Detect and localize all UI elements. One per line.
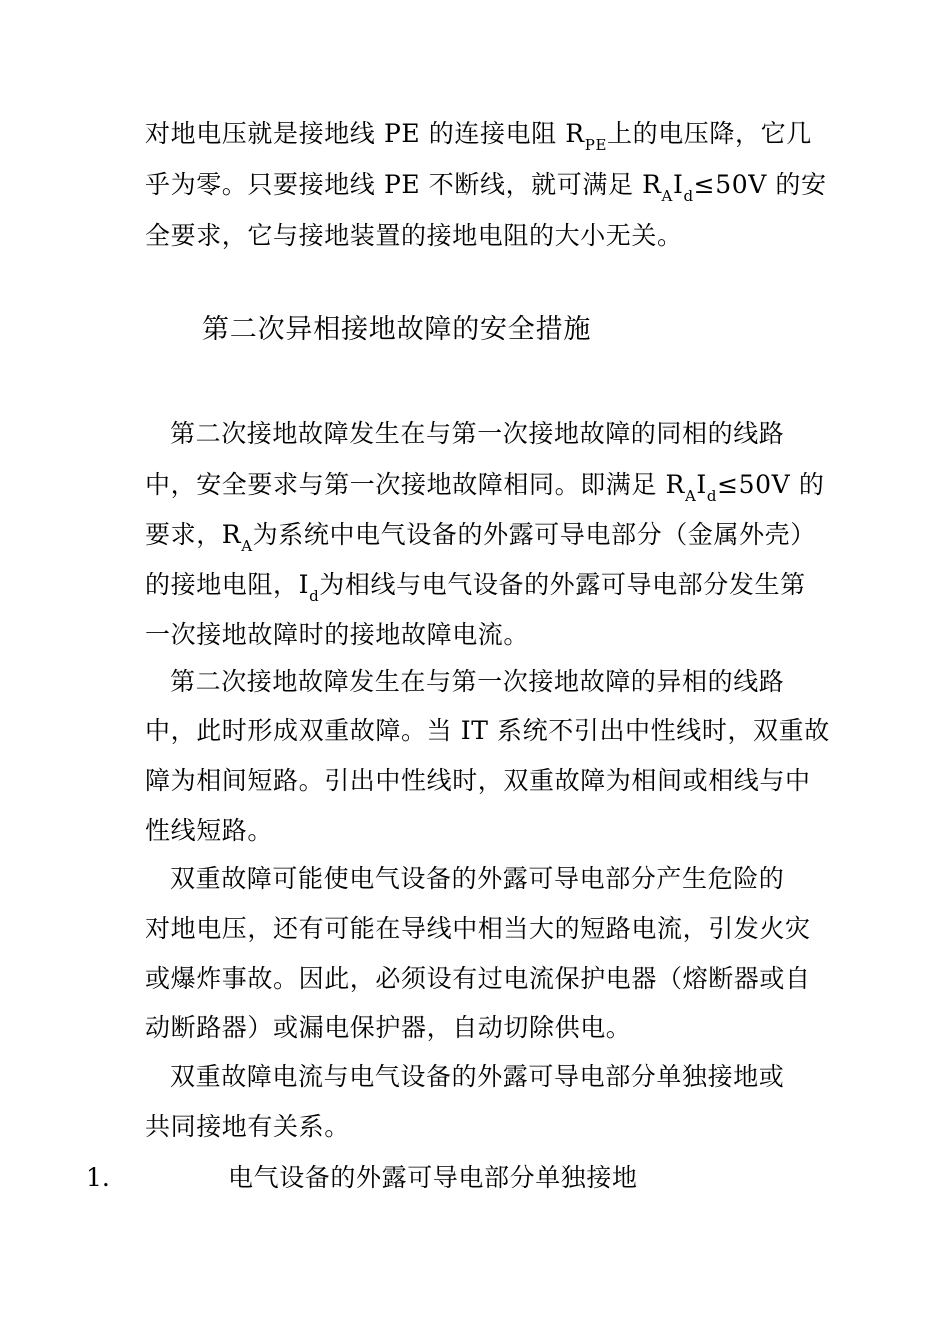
p2-line-1 <box>170 666 784 698</box>
p1-line-5 <box>145 619 529 651</box>
subscript: A <box>241 537 253 555</box>
intro-line-3 <box>145 220 683 252</box>
intro-text: ≤50V 的安 <box>693 170 827 199</box>
paragraph-text: 中，此时形成双重故障。当 IT 系统不引出中性线时，双重故 <box>145 716 830 745</box>
intro-text: 全要求，它与接地装置的接地电阻的大小无关。 <box>145 221 683 250</box>
paragraph-text: ≤50V 的 <box>717 470 825 499</box>
paragraph-text: 第二次接地故障发生在与第一次接地故障的同相的线路 <box>170 419 785 448</box>
p1-line-2 <box>145 469 825 505</box>
paragraph-text: 性线短路。 <box>145 816 274 845</box>
paragraph-text: 双重故障电流与电气设备的外露可导电部分单独接地或 <box>170 1062 785 1091</box>
list-item-text: 电气设备的外露可导电部分单独接地 <box>228 1163 638 1192</box>
p4-line-2 <box>145 1111 350 1143</box>
subscript: A <box>661 187 673 205</box>
intro-text: 对地电压就是接地线 PE 的连接电阻 R <box>145 119 585 148</box>
paragraph-text: 第二次接地故障发生在与第一次接地故障的异相的线路 <box>170 667 785 696</box>
paragraph-text: 动断路器）或漏电保护器，自动切除供电。 <box>145 1013 632 1042</box>
p3-line-3 <box>145 963 811 995</box>
subscript: A <box>684 487 697 505</box>
paragraph-text: 共同接地有关系。 <box>145 1112 350 1141</box>
paragraph-text: 为相线与电气设备的外露可导电部分发生第 <box>319 570 806 599</box>
paragraph-text: 为系统中电气设备的外露可导电部分（金属外壳） <box>252 520 816 549</box>
intro-line-1 <box>145 118 812 154</box>
p1-line-4 <box>145 569 806 605</box>
section-heading: 第二次异相接地故障的安全措施 <box>202 314 592 345</box>
paragraph-text: I <box>696 470 707 499</box>
subscript: d <box>706 487 718 505</box>
subscript: PE <box>584 136 607 154</box>
paragraph-text: 或爆炸事故。因此，必须设有过电流保护电器（熔断器或自 <box>145 964 811 993</box>
p2-line-3 <box>145 765 811 797</box>
intro-text: 上的电压降，它几 <box>607 119 812 148</box>
subscript: d <box>309 587 320 605</box>
paragraph-text: 对地电压，还有可能在导线中相当大的短路电流，引发火灾 <box>145 914 811 943</box>
subscript: d <box>683 187 694 205</box>
p2-line-2 <box>145 715 830 747</box>
p3-line-2 <box>145 913 811 945</box>
p3-line-1 <box>170 863 784 895</box>
list-number: 1. <box>86 1163 110 1192</box>
intro-line-2 <box>145 169 827 205</box>
paragraph-text: 双重故障可能使电气设备的外露可导电部分产生危险的 <box>170 864 785 893</box>
p1-line-3 <box>145 519 816 555</box>
intro-text: I <box>672 170 684 199</box>
paragraph-text: 障为相间短路。引出中性线时，双重故障为相间或相线与中 <box>145 766 811 795</box>
paragraph-text: 要求，R <box>145 520 242 549</box>
paragraph-text: 一次接地故障时的接地故障电流。 <box>145 620 530 649</box>
paragraph-text: 的接地电阻，I <box>145 570 310 599</box>
p2-line-4 <box>145 815 273 847</box>
p4-line-1 <box>170 1061 784 1093</box>
p1-line-1 <box>170 418 784 450</box>
intro-text: 乎为零。只要接地线 PE 不断线，就可满足 R <box>145 170 662 199</box>
paragraph-text: 中，安全要求与第一次接地故障相同。即满足 R <box>145 470 685 499</box>
p3-line-4 <box>145 1012 631 1044</box>
